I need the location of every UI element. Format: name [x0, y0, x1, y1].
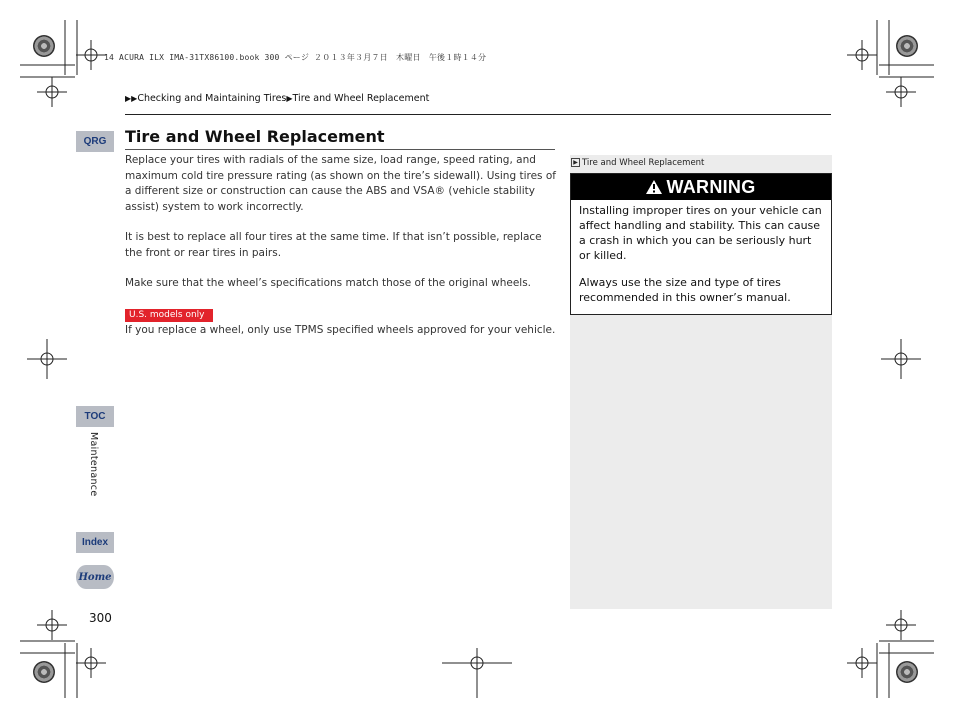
- color-disc-bottom-right: [896, 661, 918, 683]
- color-disc-top-right: [896, 35, 918, 57]
- page-title: Tire and Wheel Replacement: [125, 127, 385, 146]
- breadcrumb: [125, 93, 429, 104]
- side-note-heading-text: Tire and Wheel Replacement: [582, 157, 705, 168]
- toc-button[interactable]: TOC: [76, 406, 114, 427]
- reference-arrow-icon: ▶: [571, 158, 580, 167]
- color-disc-bottom-left: [33, 661, 55, 683]
- warning-text-size: Always use the size and type of tires recommended in this owner’s manual.: [579, 276, 791, 304]
- side-note-heading[interactable]: [570, 155, 832, 170]
- section-label: Maintenance: [88, 432, 99, 497]
- paragraph-replace-all: It is best to replace all four tires at the same time. If that isn’t possible, replace the front or rear tires in pairs.: [125, 231, 542, 259]
- breadcrumb-arrows: ▶▶: [125, 94, 138, 103]
- index-button[interactable]: Index: [76, 532, 114, 553]
- warning-header: [571, 174, 831, 200]
- print-header: 14 ACURA ILX IMA-31TX86100.book 300 ページ ２０１３年３月７日 木曜日 午後１時１４分: [104, 53, 487, 62]
- home-button[interactable]: [76, 565, 114, 589]
- paragraph-tire-size: Replace your tires with radials of the same size, load range, speed rating, and maximum cold tire pressure rating (as shown on the tire’s sidewall). Using tires of a different size or construction can cause the ABS and VSA® (vehicle stability assist) system to work incorrectly.: [125, 154, 556, 213]
- us-models-badge: U.S. models only: [125, 309, 213, 322]
- paragraph-tpms-wheels: If you replace a wheel, only use TPMS specified wheels approved for your vehicle.: [125, 324, 556, 336]
- title-rule: [125, 149, 555, 150]
- paragraph-wheel-specs: Make sure that the wheel’s specifications match those of the original wheels.: [125, 277, 531, 289]
- header-rule: [125, 114, 831, 115]
- breadcrumb-link-tires[interactable]: Checking and Maintaining Tires: [137, 93, 287, 104]
- color-disc-top-left: [33, 35, 55, 57]
- page-number: 300: [89, 611, 112, 625]
- qrg-button[interactable]: QRG: [76, 131, 114, 152]
- warning-box: [570, 173, 832, 315]
- warning-label: WARNING: [666, 176, 756, 197]
- warning-text-handling: Installing improper tires on your vehicle can affect handling and stability. This can cause a crash in which you can be seriously hurt or killed.: [579, 204, 822, 262]
- breadcrumb-current[interactable]: Tire and Wheel Replacement: [292, 93, 430, 104]
- warning-triangle-icon: [646, 180, 662, 194]
- home-button-label: Home: [78, 571, 112, 583]
- breadcrumb-separator: ▶: [286, 94, 293, 103]
